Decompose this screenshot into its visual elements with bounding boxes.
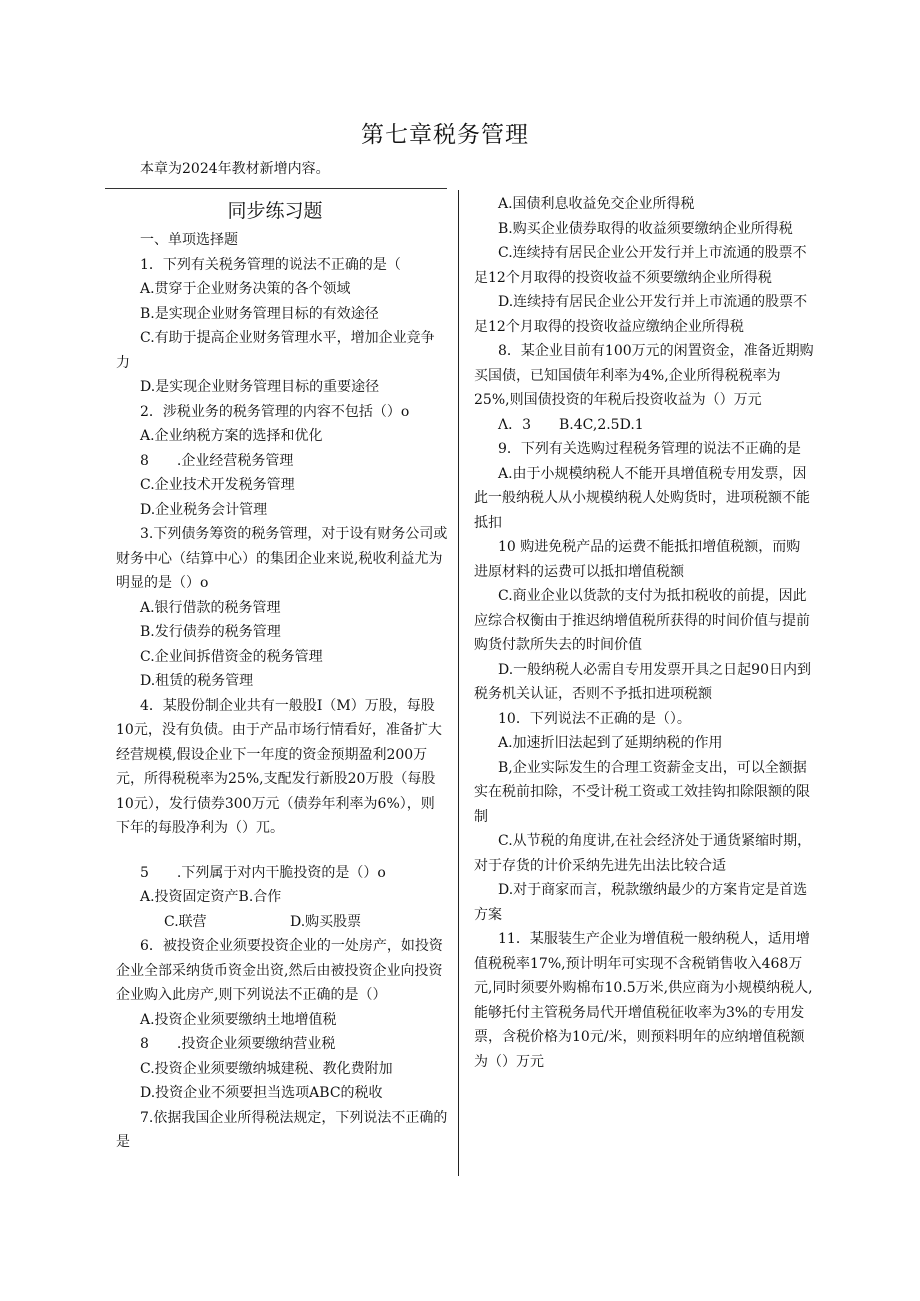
q3-option-a: A.银行借款的税务管理	[140, 599, 281, 616]
q3-option-d: D.租赁的税务管理	[140, 673, 254, 689]
question-2: 2．涉税业务的税务管理的内容不包括（）o	[140, 403, 410, 420]
q10-option-b: B,企业实际发生的合理工资薪金支出，可以全额据实在税前扣除，不受计税工资或工效挂钩扣除限额的限制	[474, 759, 810, 825]
q10-option-c: C.从节税的角度讲,在社会经济处于通货紧缩时期，对于存货的计价采纳先进先出法比较合适	[474, 833, 812, 874]
q7-option-a: A.国债利息收益免交企业所得税	[498, 196, 695, 212]
question-4: 4．某股份制企业共有一般股I（M）万股，每股10元，没有负债。由于产品市场行情看好，准备扩大经营规模,假设企业下一年度的资金预期盈利200万元，所得税税率为25%,支配发行新股20万股（每股10元），发行债券300万元（债券年利率为6%），则下年的每股净利为（）兀。	[116, 697, 442, 836]
question-10: 10．下列说法不正确的是（）。	[498, 710, 691, 727]
q5-option-ab: A.投资固定资产B.合作	[140, 889, 282, 905]
q3-option-b: B.发行债券的税务管理	[140, 624, 281, 640]
q6-option-b: 8 .投资企业须要缴纳营业税	[140, 1036, 336, 1052]
q9-option-c: C.商业企业以货款的支付为抵扣税收的前提，因此应综合权衡由于推迟纳增值税所获得的时间价值与提前购货付款所失去的时间价值	[474, 588, 810, 653]
question-3: 3.下列债务筹资的税务管理，对于设有财务公司或财务中心（结算中心）的集团企业来说,税收利益尤为明显的是（）o	[116, 526, 448, 591]
q2-option-a: A.企业纳税方案的选择和优化	[140, 428, 323, 444]
q6-option-c: C.投资企业须要缴纳城建税、教化费附加	[140, 1060, 393, 1077]
question-8: 8．某企业目前有100万元的闲置资金，准备近期购买国债，已知国债年利率为4%,企业所得税税率为25%,则国债投资的年税后投资收益为（）万元	[474, 343, 814, 408]
q2-option-b: 8 .企业经营税务管理	[140, 452, 294, 469]
q10-option-a: A.加速折旧法起到了延期纳税的作用	[498, 735, 723, 751]
q5-option-d: D.购买股票	[290, 913, 362, 930]
right-column	[474, 192, 814, 1074]
q7-option-d: D.连续持有居民企业公开发行并上市流通的股票不足12个月取得的投资收益应缴纳企业所得税	[474, 294, 808, 335]
q1-option-a: A.贯穿于企业财务决策的各个领域	[140, 281, 351, 297]
left-column	[116, 196, 448, 1155]
column-divider	[458, 190, 459, 1176]
q5-option-c: C.联营	[164, 913, 207, 930]
question-5: 5 .下列属于对内干脆投资的是（）o	[140, 864, 386, 881]
q1-option-d: D.是实现企业财务管理目标的重要途径	[140, 379, 380, 395]
q10-option-d: D.对于商家而言，税款缴纳最少的方案肯定是首选方案	[474, 882, 808, 923]
question-11: 11．某服装生产企业为增值税一般纳税人，适用增值税税率17%,预计明年可实现不含税销售收入468万元,同时须要外购棉布10.5万米,供应商为小规模纳税人,能够托付主管税务局代开增值税征收率为3%的专用发票，含税价格为10元/米，则预料明年的应纳增值税额为（）万元	[474, 931, 813, 1070]
q2-option-d: D.企业税务会计管理	[140, 501, 268, 518]
q9-option-b: 10 购进免税产品的运费不能抵扣增值税额，而购进原材料的运费可以抵扣增值税额	[474, 539, 801, 580]
q6-option-d: D.投资企业不须要担当选项ABC的税收	[140, 1085, 383, 1101]
q9-option-a: A.由于小规模纳税人不能开具增值税专用发票，因此一般纳税人从小规模纳税人处购货时，进项税额不能抵扣	[474, 465, 810, 531]
q6-option-a: A.投资企业须要缴纳土地增值税	[140, 1011, 337, 1028]
q7-option-c: C.连续持有居民企业公开发行并上市流通的股票不足12个月取得的投资收益不须要缴纳企业所得税	[474, 245, 807, 286]
question-9: 9．下列有关选购过程税务管理的说法不正确的是	[498, 441, 801, 457]
q8-options: Λ．3 B.4C,2.5D.1	[498, 416, 644, 433]
q1-option-b: B.是实现企业财务管理目标的有效途径	[140, 305, 379, 322]
question-1: 1．下列有关税务管理的说法不正确的是（	[140, 256, 401, 273]
q9-option-d: D.一般纳税人必需自专用发票开具之日起90日内到税务机关认证，否则不予抵扣进项税额	[474, 661, 811, 702]
q7-option-b: B.购买企业债券取得的收益须要缴纳企业所得税	[498, 220, 793, 237]
q5-option-cd	[116, 910, 448, 935]
section-heading: 一、单项选择题	[140, 232, 238, 248]
q3-option-c: C.企业间拆借资金的税务管理	[140, 648, 323, 665]
section-subtitle: 同步练习题	[227, 200, 323, 222]
header-divider	[105, 188, 447, 189]
chapter-intro: 本章为2024年教材新增内容。	[140, 161, 330, 177]
q1-option-c: C.有助于提高企业财务管理水平，增加企业竞争力	[116, 330, 435, 371]
q2-option-c: C.企业技术开发税务管理	[140, 477, 295, 493]
question-6: 6．被投资企业须要投资企业的一处房产，如投资企业全部采纳货币资金出资,然后由被投资企业向投资企业购入此房产,则下列说法不正确的是（）	[116, 938, 443, 1003]
page-title: 第七章税务管理	[361, 122, 529, 148]
question-7: 7.依据我国企业所得税法规定，下列说法不正确的是	[116, 1109, 448, 1150]
